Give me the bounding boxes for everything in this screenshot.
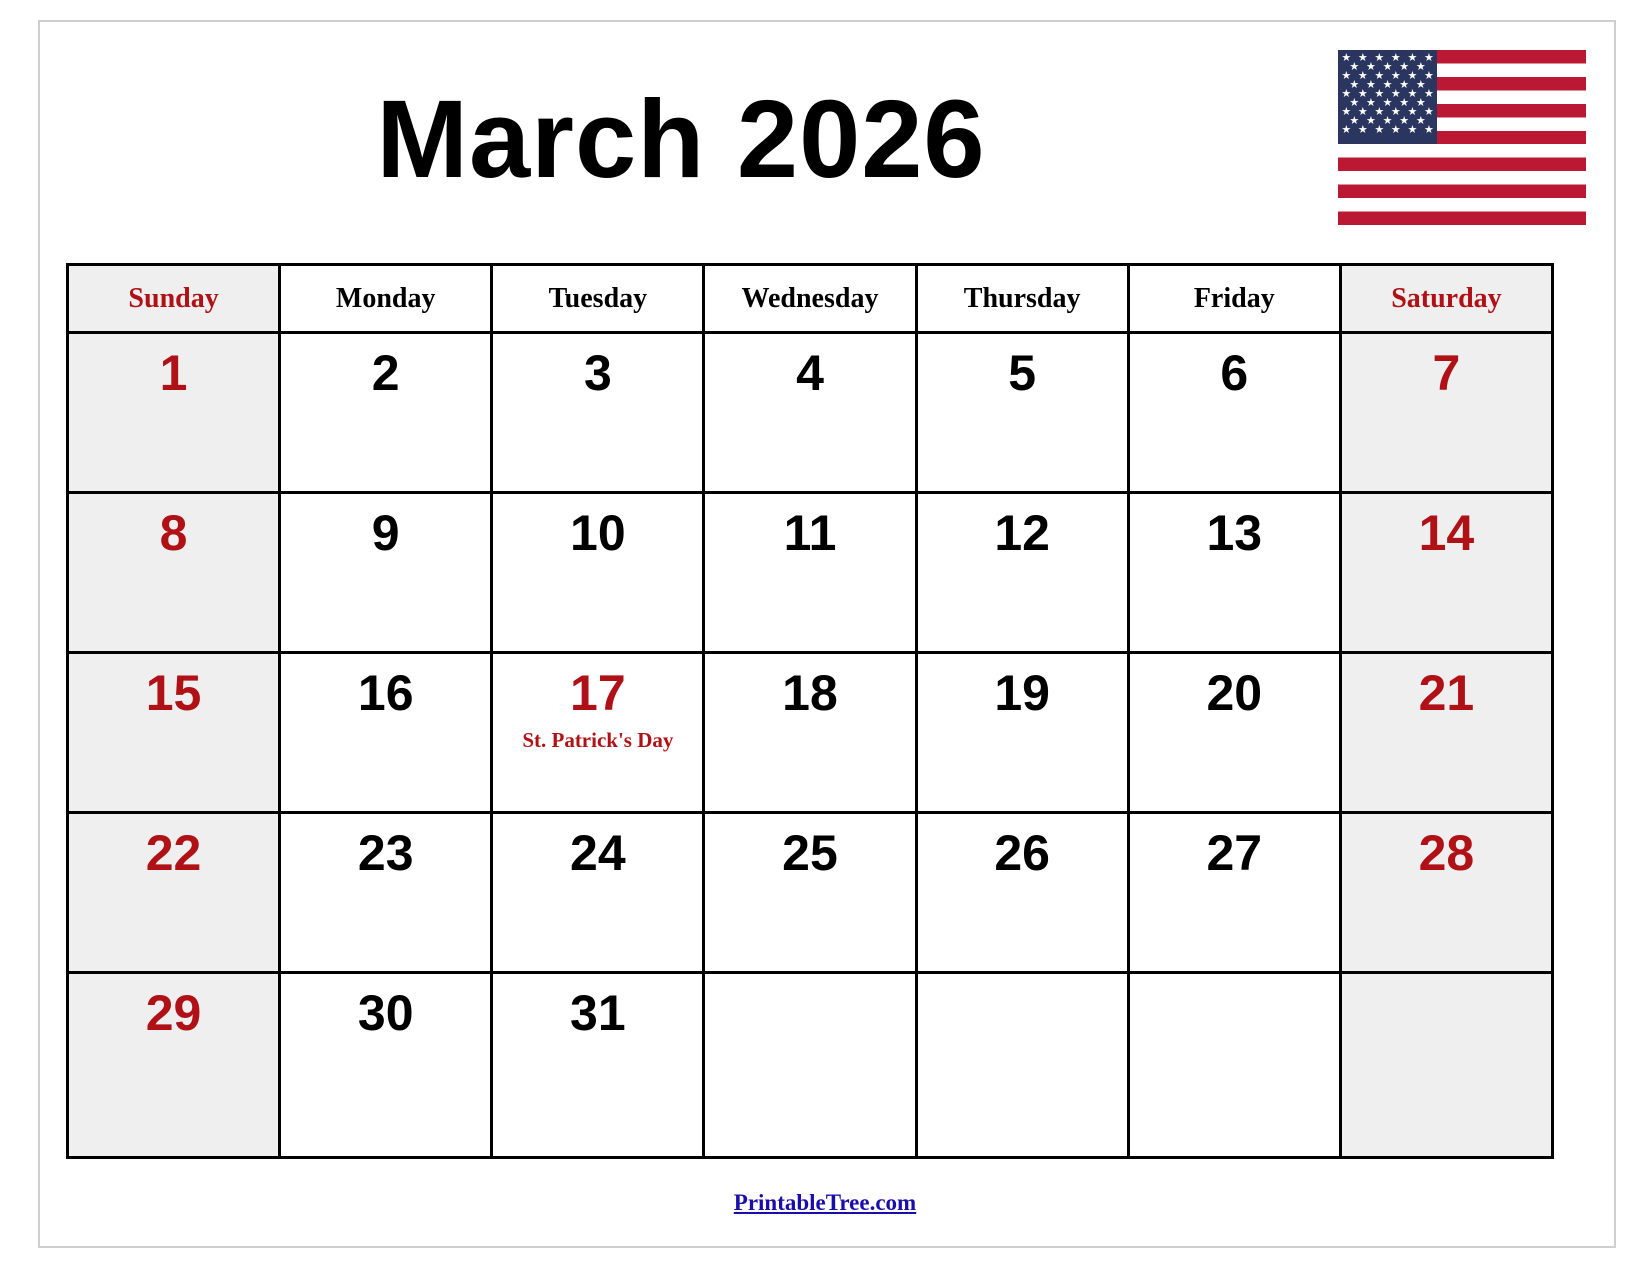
day-number: 21	[1418, 665, 1475, 721]
day-number: 17	[570, 665, 626, 721]
calendar-week-row	[68, 973, 1553, 1158]
day-number: 24	[570, 825, 626, 881]
calendar-day-cell[interactable]	[68, 813, 280, 973]
calendar-day-cell[interactable]	[68, 333, 280, 493]
calendar-day-cell[interactable]	[68, 973, 280, 1158]
day-number: 6	[1220, 345, 1249, 401]
calendar-day-cell[interactable]	[1340, 333, 1552, 493]
day-number: 31	[570, 985, 626, 1041]
calendar-day-cell[interactable]	[492, 813, 704, 973]
day-number: 18	[782, 665, 838, 721]
day-number: 15	[145, 665, 202, 721]
calendar-day-cell[interactable]	[1128, 493, 1340, 653]
day-number: 28	[1418, 825, 1475, 881]
day-number: 11	[783, 505, 837, 561]
weekday-header-wednesday: Wednesday	[704, 265, 916, 333]
day-number: 14	[1418, 505, 1475, 561]
calendar-grid	[66, 263, 1554, 1159]
calendar-week-row	[68, 813, 1553, 973]
calendar-week-row	[68, 493, 1553, 653]
day-number	[1130, 974, 1339, 984]
calendar-day-cell[interactable]	[280, 813, 492, 973]
calendar-day-cell[interactable]	[1128, 973, 1340, 1158]
calendar-day-cell[interactable]	[1340, 653, 1552, 813]
day-number: 9	[371, 505, 400, 561]
day-number: 3	[583, 345, 612, 401]
day-event: St. Patrick's Day	[522, 728, 674, 752]
calendar-day-cell[interactable]	[68, 493, 280, 653]
calendar-day-cell[interactable]	[704, 973, 916, 1158]
page-title: March 2026	[376, 78, 986, 201]
day-number	[1342, 974, 1551, 984]
calendar-day-cell[interactable]	[280, 653, 492, 813]
calendar-day-cell[interactable]	[704, 493, 916, 653]
weekday-header-thursday: Thursday	[916, 265, 1128, 333]
calendar-day-cell[interactable]	[1128, 813, 1340, 973]
calendar-day-cell[interactable]	[916, 973, 1128, 1158]
day-number: 29	[145, 985, 202, 1041]
day-number: 23	[357, 825, 414, 881]
calendar-day-cell[interactable]	[916, 493, 1128, 653]
calendar-day-cell[interactable]	[1340, 973, 1552, 1158]
calendar-day-cell[interactable]	[916, 653, 1128, 813]
day-number: 26	[994, 825, 1050, 881]
weekday-header-sunday: Sunday	[68, 265, 280, 333]
weekday-header-row	[68, 265, 1553, 333]
calendar-day-cell[interactable]	[704, 813, 916, 973]
calendar-day-cell[interactable]	[916, 333, 1128, 493]
day-number: 20	[1206, 665, 1263, 721]
weekday-header-tuesday: Tuesday	[492, 265, 704, 333]
day-number	[705, 974, 914, 984]
day-number: 1	[159, 345, 188, 401]
day-number: 13	[1206, 505, 1263, 561]
calendar-day-cell[interactable]	[1128, 653, 1340, 813]
day-number: 27	[1206, 825, 1263, 881]
weekday-header-monday: Monday	[280, 265, 492, 333]
day-number: 12	[994, 505, 1050, 561]
calendar-week-row	[68, 653, 1553, 813]
day-number: 10	[570, 505, 626, 561]
day-number: 5	[1008, 345, 1037, 401]
calendar-day-cell[interactable]	[280, 493, 492, 653]
calendar-day-cell[interactable]	[68, 653, 280, 813]
weekday-header-saturday: Saturday	[1340, 265, 1552, 333]
calendar-day-cell[interactable]	[492, 653, 704, 813]
calendar-day-cell[interactable]	[704, 653, 916, 813]
day-number: 4	[796, 345, 824, 401]
weekday-header-friday: Friday	[1128, 265, 1340, 333]
footer	[0, 1190, 1650, 1216]
calendar-day-cell[interactable]	[916, 813, 1128, 973]
calendar-day-cell[interactable]	[280, 973, 492, 1158]
calendar-day-cell[interactable]	[1340, 813, 1552, 973]
day-number: 8	[159, 505, 188, 561]
printabletree-link[interactable]: PrintableTree.com	[733, 1190, 917, 1215]
flag-canton: ★ ★ ★ ★ ★ ★ ★ ★ ★ ★ ★ ★ ★ ★ ★ ★ ★ ★ ★ ★ ★ ★ ★ ★ ★ ★ ★ ★ ★ ★ ★ ★ ★ ★ ★ ★ ★ ★ ★ ★ ★ ★ ★ ★ ★ ★ ★ ★ ★ ★	[1338, 50, 1437, 144]
calendar-header	[66, 52, 1586, 240]
calendar-day-cell[interactable]	[280, 333, 492, 493]
day-number: 16	[357, 665, 414, 721]
calendar-day-cell[interactable]	[1340, 493, 1552, 653]
day-number: 7	[1432, 345, 1461, 401]
day-number: 30	[357, 985, 414, 1041]
day-number	[918, 974, 1127, 984]
calendar-week-row	[68, 333, 1553, 493]
calendar-day-cell[interactable]	[492, 493, 704, 653]
day-number: 2	[371, 345, 400, 401]
calendar-day-cell[interactable]	[704, 333, 916, 493]
day-number: 22	[145, 825, 202, 881]
day-number: 19	[994, 665, 1050, 721]
calendar-day-cell[interactable]	[1128, 333, 1340, 493]
usa-flag-icon	[1338, 50, 1586, 225]
day-number: 25	[782, 825, 838, 881]
calendar-day-cell[interactable]	[492, 973, 704, 1158]
calendar-day-cell[interactable]	[492, 333, 704, 493]
